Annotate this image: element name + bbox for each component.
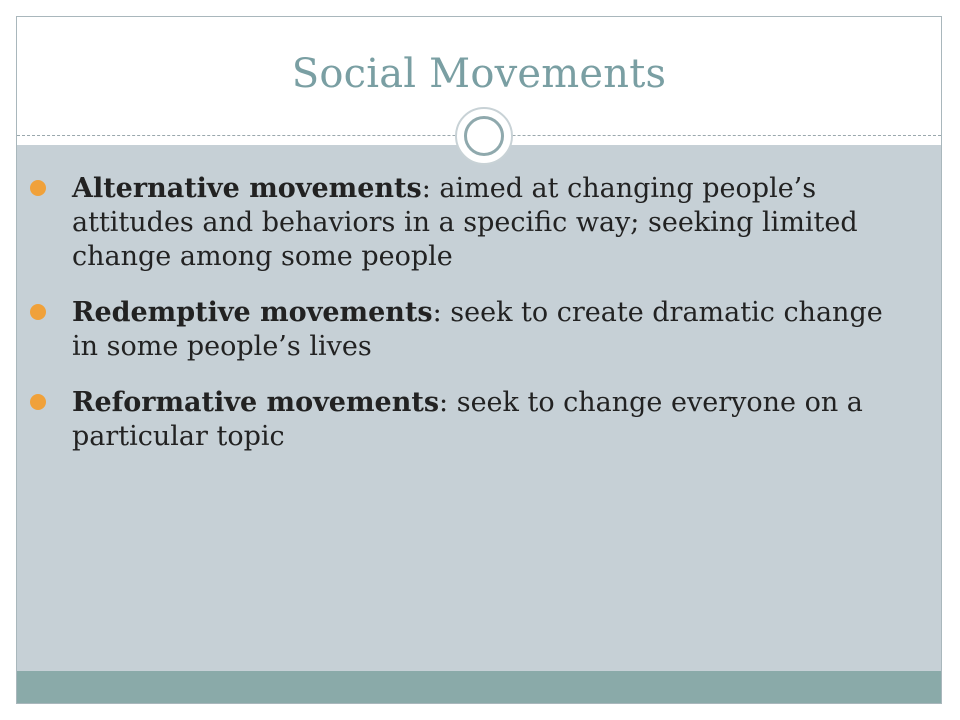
bullet-item — [30, 386, 890, 454]
bullet-text: : aimed at changing people’s attitudes and behaviors in a specific way; seeking limited change among some people — [72, 173, 858, 272]
bullet-item — [30, 172, 890, 274]
bullet-text: : seek to change everyone on a particular topic — [72, 387, 863, 452]
slide-title: Social Movements — [291, 51, 667, 97]
bullet-term: Alternative movements — [72, 173, 422, 204]
bullet-item — [30, 296, 890, 364]
footer-band — [17, 671, 941, 704]
ring-inner — [464, 116, 504, 156]
ring-ornament-icon — [455, 107, 513, 165]
bullet-term: Redemptive movements — [72, 297, 433, 328]
bullet-icon — [30, 180, 46, 196]
bullet-list — [30, 172, 890, 476]
bullet-term: Reformative movements — [72, 387, 440, 418]
bullet-icon — [30, 394, 46, 410]
bullet-icon — [30, 304, 46, 320]
bullet-text: : seek to create dramatic change in some people’s lives — [72, 297, 883, 362]
